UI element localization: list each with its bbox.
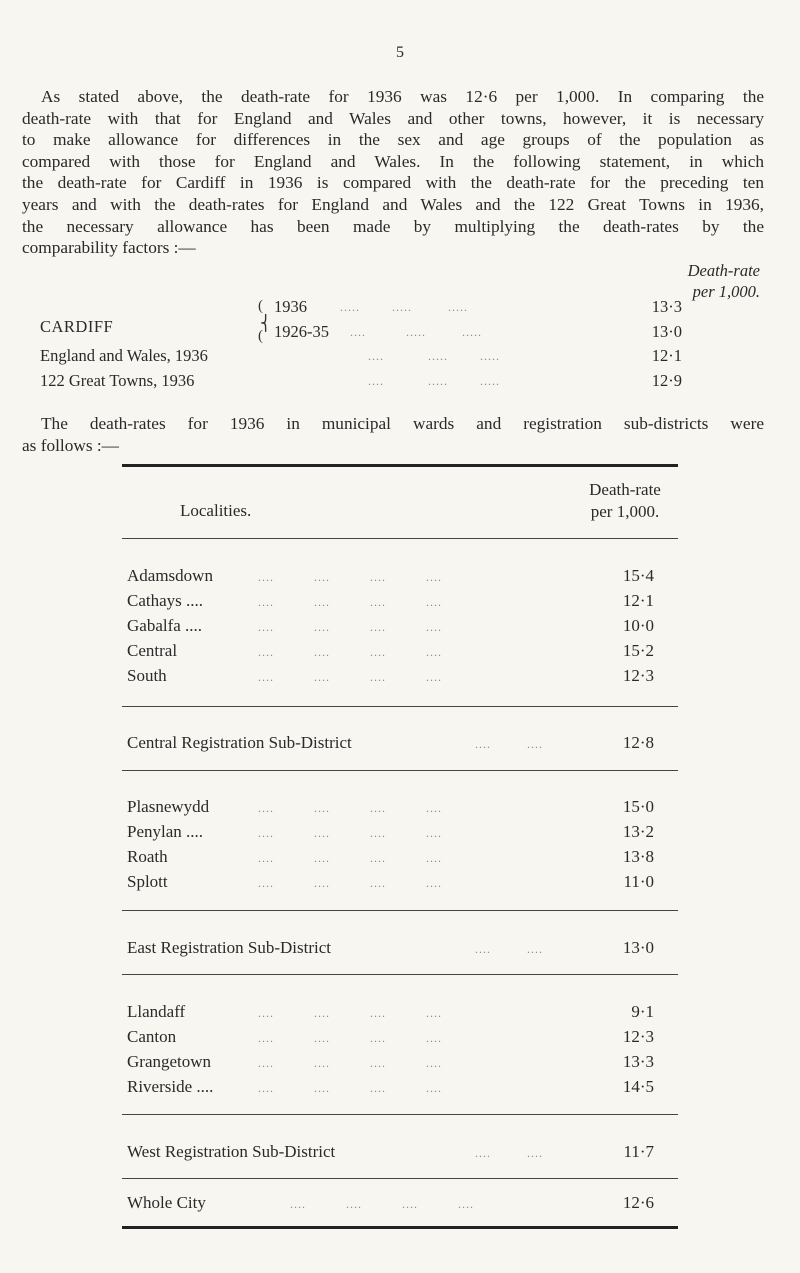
summary-header bbox=[560, 260, 760, 302]
intro-line: to make allowance for differences in the sex and age groups of the population as bbox=[22, 130, 764, 150]
leader-dots: .... .... .... .... bbox=[258, 645, 442, 659]
intro-line: As stated above, the death-rate for 1936 was 12·6 per 1,000. In comparing the bbox=[41, 87, 764, 106]
leader-dots: .... ..... ..... bbox=[368, 349, 500, 363]
leader-dots: .... .... bbox=[475, 737, 543, 751]
summary-row-label: 1926-35 bbox=[274, 322, 329, 341]
leader-dots: .... .... bbox=[475, 1146, 543, 1160]
intro-line: comparability factors :— bbox=[22, 238, 196, 258]
intro-line: the necessary allowance has been made by multiplying the death-rates by the bbox=[22, 216, 764, 236]
leader-dots: .... .... .... .... bbox=[258, 826, 442, 840]
subtotal-rate: 11·7 bbox=[623, 1142, 654, 1161]
leader-dots: .... .... .... .... bbox=[258, 1006, 442, 1020]
section-rule bbox=[122, 1178, 678, 1179]
leader-dots: .... .... .... .... bbox=[258, 670, 442, 684]
leader-dots: .... .... .... .... bbox=[258, 801, 442, 815]
summary-row-value: 12·9 bbox=[651, 371, 682, 390]
table-row-name: Cathays .... bbox=[127, 591, 204, 610]
brace-top: ( bbox=[258, 298, 263, 314]
leader-dots: .... .... .... .... bbox=[258, 595, 442, 609]
leader-dots: .... .... .... .... bbox=[258, 620, 442, 634]
wards-intro-line2: as follows :— bbox=[22, 435, 119, 455]
summary-header-line1: Death-rate bbox=[687, 261, 760, 280]
leader-dots: .... ..... ..... bbox=[350, 325, 482, 339]
leader-dots: .... .... .... .... bbox=[258, 851, 442, 865]
summary-row-value: 13·0 bbox=[651, 322, 682, 341]
summary-row-value: 13·3 bbox=[651, 297, 682, 316]
leader-dots: .... .... .... .... bbox=[290, 1197, 474, 1211]
wards-intro-line1: The death-rates for 1936 in municipal wards and registration sub-districts were bbox=[41, 414, 764, 433]
summary-row-label: England and Wales, 1936 bbox=[40, 346, 208, 365]
cardiff-label: CARDIFF bbox=[40, 317, 114, 336]
table-row-name: Canton bbox=[127, 1027, 177, 1046]
leader-dots: .... .... bbox=[475, 942, 543, 956]
intro-paragraph bbox=[22, 86, 764, 259]
summary-row-value: 12·1 bbox=[651, 346, 682, 365]
table-row-rate: 9·1 bbox=[631, 1002, 654, 1021]
table-row-name: Grangetown bbox=[127, 1052, 212, 1071]
header-rule bbox=[122, 538, 678, 539]
subtotal-rate: 12·8 bbox=[622, 733, 654, 752]
column-header-death-rate-line1: Death-rate bbox=[589, 480, 661, 499]
brace-mid: ⎨ bbox=[260, 316, 272, 332]
section-rule bbox=[122, 974, 678, 975]
table-row-name: Adamsdown bbox=[127, 566, 213, 585]
section-rule bbox=[122, 706, 678, 707]
table-row-rate: 14·5 bbox=[622, 1077, 654, 1096]
city-total-name: Whole City bbox=[127, 1193, 206, 1212]
summary-row-label: 1936 bbox=[274, 297, 307, 316]
table-top-rule bbox=[122, 464, 678, 467]
leader-dots: .... ..... ..... bbox=[368, 374, 500, 388]
table-row-rate: 12·1 bbox=[622, 591, 654, 610]
intro-line: the death-rate for Cardiff in 1936 is compared with the death-rate for the preceding ten bbox=[22, 173, 764, 193]
leader-dots: .... .... .... .... bbox=[258, 1031, 442, 1045]
table-row-rate: 12·3 bbox=[622, 666, 654, 685]
summary-header-line2: per 1,000. bbox=[692, 282, 760, 301]
table-row-rate: 13·8 bbox=[622, 847, 654, 866]
subtotal-rate: 13·0 bbox=[622, 938, 654, 957]
table-row-rate: 15·0 bbox=[622, 797, 654, 816]
subtotal-name: East Registration Sub-District bbox=[127, 938, 331, 957]
table-row-rate: 13·2 bbox=[622, 822, 654, 841]
table-row-name: Gabalfa .... bbox=[127, 616, 203, 635]
column-header-death-rate-line2: per 1,000. bbox=[590, 502, 660, 521]
table-bottom-rule bbox=[122, 1226, 678, 1229]
table-row-name: Splott bbox=[127, 872, 168, 891]
city-total-rate: 12·6 bbox=[622, 1193, 654, 1212]
page-number: 5 bbox=[396, 44, 404, 61]
table-row-name: Roath bbox=[127, 847, 168, 866]
table-row-name: Llandaff bbox=[127, 1002, 186, 1021]
table-row-rate: 13·3 bbox=[622, 1052, 654, 1071]
table-row-name: South bbox=[127, 666, 167, 685]
leader-dots: .... .... .... .... bbox=[258, 1056, 442, 1070]
leader-dots: .... .... .... .... bbox=[258, 1081, 442, 1095]
subtotal-name: West Registration Sub-District bbox=[127, 1142, 336, 1161]
intro-line: compared with those for England and Wales. In the following statement, in which bbox=[22, 151, 764, 171]
table-row-rate: 10·0 bbox=[622, 616, 654, 635]
column-header-death-rate bbox=[570, 479, 680, 523]
section-rule bbox=[122, 770, 678, 771]
table-row-name: Riverside .... bbox=[127, 1077, 214, 1096]
table-row-rate: 11·0 bbox=[623, 872, 654, 891]
leader-dots: .... .... .... .... bbox=[258, 876, 442, 890]
table-row-name: Central bbox=[127, 641, 178, 660]
table-row-rate: 15·4 bbox=[622, 566, 654, 585]
subtotal-name: Central Registration Sub-District bbox=[127, 733, 352, 752]
section-rule bbox=[122, 910, 678, 911]
leader-dots: ..... ..... ..... bbox=[340, 300, 468, 314]
brace-bottom: ( bbox=[258, 328, 263, 344]
table-row-rate: 15·2 bbox=[622, 641, 654, 660]
intro-line: death-rate with that for England and Wales and other towns, however, it is necessary bbox=[22, 108, 764, 128]
column-header-localities: Localities. bbox=[180, 501, 252, 520]
table-row-name: Plasnewydd bbox=[127, 797, 210, 816]
intro-line: years and with the death-rates for England and Wales and the 122 Great Towns in 1936, bbox=[22, 194, 764, 214]
table-row-name: Penylan .... bbox=[127, 822, 204, 841]
table-row-rate: 12·3 bbox=[622, 1027, 654, 1046]
section-rule bbox=[122, 1114, 678, 1115]
wards-intro bbox=[22, 413, 764, 456]
summary-row-label: 122 Great Towns, 1936 bbox=[40, 371, 195, 390]
leader-dots: .... .... .... .... bbox=[258, 570, 442, 584]
